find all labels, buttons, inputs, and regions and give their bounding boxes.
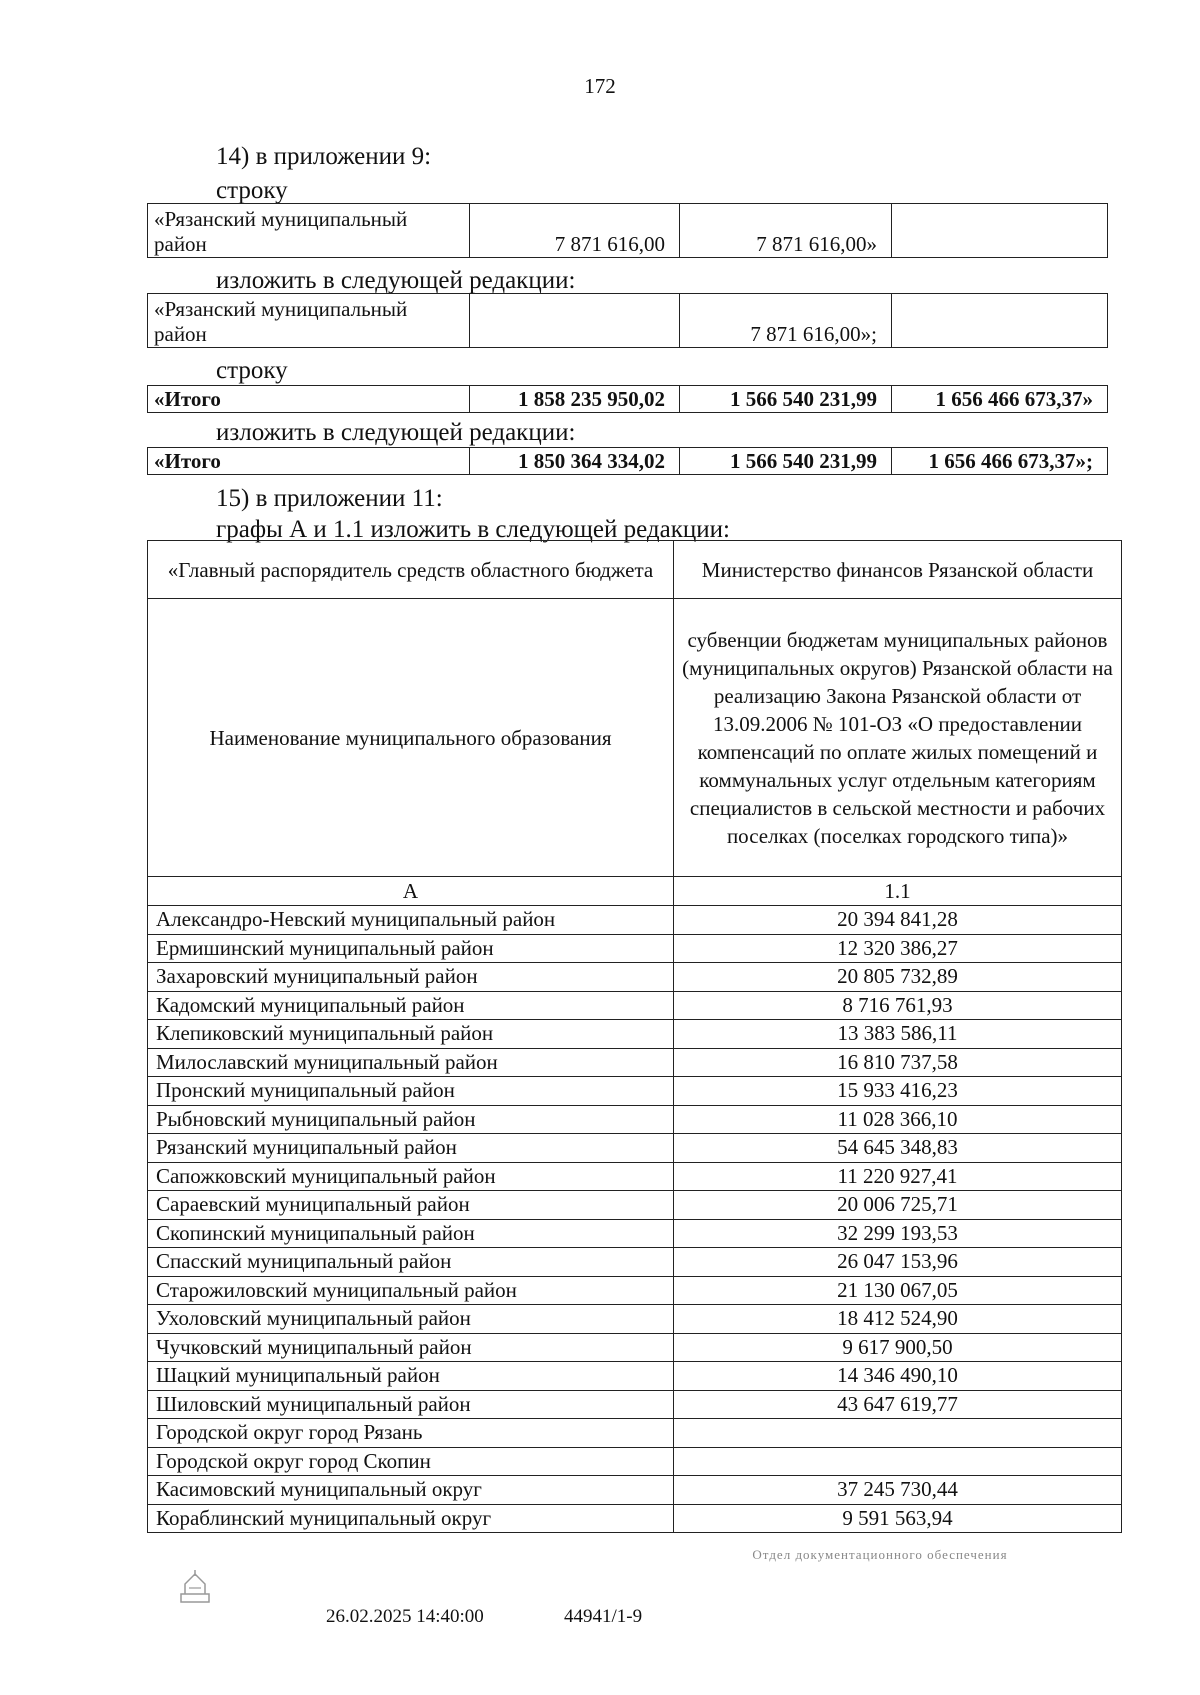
table-row: [148, 963, 1122, 992]
item14-heading: 14) в приложении 9:: [216, 143, 432, 170]
table-row: [148, 1134, 1122, 1163]
page-number: 172: [584, 74, 616, 98]
table-row: [148, 1333, 1122, 1362]
table-row: [148, 1162, 1122, 1191]
cell-value: 1 566 540 231,99: [680, 448, 892, 475]
cell-value: 7 871 616,00»: [680, 204, 892, 258]
subvention-amount: 20 805 732,89: [674, 963, 1122, 992]
new-edition-text: изложить в следующей редакции:: [216, 267, 576, 294]
municipality-name: Александро-Невский муниципальный район: [148, 906, 674, 935]
cell-value: 1 656 466 673,37»: [892, 386, 1108, 413]
municipality-name: Рыбновский муниципальный район: [148, 1105, 674, 1134]
table-row: [148, 1447, 1122, 1476]
table-row: [148, 1219, 1122, 1248]
cell-value: 1 850 364 334,02: [470, 448, 680, 475]
municipality-name: Кадомский муниципальный район: [148, 991, 674, 1020]
emblem-icon: [175, 1566, 215, 1606]
table-row: [148, 1305, 1122, 1334]
row-name: «Итого: [148, 386, 470, 413]
municipality-name: Скопинский муниципальный район: [148, 1219, 674, 1248]
subvention-amount: 20 394 841,28: [674, 906, 1122, 935]
row-name: «Рязанский муниципальный район: [148, 204, 470, 258]
header-main-right: Министерство финансов Рязанской области: [674, 541, 1122, 599]
subvention-amount: 15 933 416,23: [674, 1077, 1122, 1106]
municipality-name: Шиловский муниципальный район: [148, 1390, 674, 1419]
table-row: [148, 1390, 1122, 1419]
municipality-name: Сапожковский муниципальный район: [148, 1162, 674, 1191]
table-row: [148, 1077, 1122, 1106]
table-row: [148, 1020, 1122, 1049]
subvention-amount: [674, 1447, 1122, 1476]
municipality-name: Старожиловский муниципальный район: [148, 1276, 674, 1305]
cell-value: [892, 294, 1108, 348]
municipality-name: Захаровский муниципальный район: [148, 963, 674, 992]
header-name-right: субвенции бюджетам муниципальных районов (муниципальных округов) Рязанской области на реализацию Закона Рязанской области от 13.09.2006 № 101-ОЗ «О предоставлении компенсаций по оплате жилых помещений и коммунальных услуг отдельным категориям специалистов в сельской местности и рабочих поселках (поселках городского типа)»: [674, 599, 1122, 877]
row-word: строку: [216, 357, 288, 384]
item15-heading: 15) в приложении 11:: [216, 485, 443, 512]
header-name-left: Наименование муниципального образования: [148, 599, 674, 877]
subvention-amount: 9 591 563,94: [674, 1504, 1122, 1533]
table-row: [148, 1048, 1122, 1077]
table-new-ryazan-row: [147, 293, 1108, 348]
cell-value: 7 871 616,00»;: [680, 294, 892, 348]
table-row: [148, 1504, 1122, 1533]
table-row: [148, 1276, 1122, 1305]
subvention-amount: [674, 1419, 1122, 1448]
table-row: [148, 934, 1122, 963]
municipality-name: Милославский муниципальный район: [148, 1048, 674, 1077]
table-row: [148, 1105, 1122, 1134]
municipality-name: Касимовский муниципальный округ: [148, 1476, 674, 1505]
table-row: [148, 991, 1122, 1020]
footer-doc-number: 44941/1-9: [564, 1606, 643, 1627]
new-edition-text: изложить в следующей редакции:: [216, 419, 576, 446]
subvention-amount: 8 716 761,93: [674, 991, 1122, 1020]
municipality-name: Клепиковский муниципальный район: [148, 1020, 674, 1049]
subvention-amount: 37 245 730,44: [674, 1476, 1122, 1505]
table-row: [148, 1419, 1122, 1448]
municipality-name: Сараевский муниципальный район: [148, 1191, 674, 1220]
table-row: [148, 1362, 1122, 1391]
footer-datetime: 26.02.2025 14:40:00: [326, 1606, 484, 1627]
col-label-b: 1.1: [674, 877, 1122, 906]
subvention-amount: 12 320 386,27: [674, 934, 1122, 963]
municipality-name: Городской округ город Скопин: [148, 1447, 674, 1476]
municipality-name: Ермишинский муниципальный район: [148, 934, 674, 963]
department-stamp: Отдел документационного обеспечения: [752, 1547, 1008, 1562]
municipality-name: Шацкий муниципальный район: [148, 1362, 674, 1391]
subvention-amount: 9 617 900,50: [674, 1333, 1122, 1362]
table-new-total-row: [147, 447, 1108, 475]
cell-value: 1 858 235 950,02: [470, 386, 680, 413]
municipality-name: Чучковский муниципальный район: [148, 1333, 674, 1362]
municipality-name: Спасский муниципальный район: [148, 1248, 674, 1277]
row-word: строку: [216, 177, 288, 204]
municipality-name: Кораблинский муниципальный округ: [148, 1504, 674, 1533]
col-label-a: А: [148, 877, 674, 906]
municipality-name: Пронский муниципальный район: [148, 1077, 674, 1106]
subvention-amount: 11 220 927,41: [674, 1162, 1122, 1191]
subvention-amount: 32 299 193,53: [674, 1219, 1122, 1248]
subvention-amount: 11 028 366,10: [674, 1105, 1122, 1134]
municipality-name: Рязанский муниципальный район: [148, 1134, 674, 1163]
subvention-amount: 16 810 737,58: [674, 1048, 1122, 1077]
cell-value: 1 566 540 231,99: [680, 386, 892, 413]
table-row: [148, 1248, 1122, 1277]
table-old-ryazan-row: [147, 203, 1108, 258]
item15-subheading: графы А и 1.1 изложить в следующей редакции:: [216, 516, 730, 543]
subvention-amount: 18 412 524,90: [674, 1305, 1122, 1334]
cell-value: 7 871 616,00: [470, 204, 680, 258]
appendix11-table: [147, 540, 1122, 1533]
cell-value: [470, 294, 680, 348]
municipality-name: Городской округ город Рязань: [148, 1419, 674, 1448]
row-name: «Рязанский муниципальный район: [148, 294, 470, 348]
appendix11-rows: [148, 906, 1122, 1533]
subvention-amount: 43 647 619,77: [674, 1390, 1122, 1419]
row-name: «Итого: [148, 448, 470, 475]
subvention-amount: 21 130 067,05: [674, 1276, 1122, 1305]
subvention-amount: 54 645 348,83: [674, 1134, 1122, 1163]
table-row: [148, 1191, 1122, 1220]
subvention-amount: 14 346 490,10: [674, 1362, 1122, 1391]
header-main-left: «Главный распорядитель средств областного бюджета: [148, 541, 674, 599]
cell-value: 1 656 466 673,37»;: [892, 448, 1108, 475]
subvention-amount: 26 047 153,96: [674, 1248, 1122, 1277]
subvention-amount: 13 383 586,11: [674, 1020, 1122, 1049]
table-row: [148, 1476, 1122, 1505]
table-old-total-row: [147, 385, 1108, 413]
municipality-name: Ухоловский муниципальный район: [148, 1305, 674, 1334]
cell-value: [892, 204, 1108, 258]
subvention-amount: 20 006 725,71: [674, 1191, 1122, 1220]
table-row: [148, 906, 1122, 935]
